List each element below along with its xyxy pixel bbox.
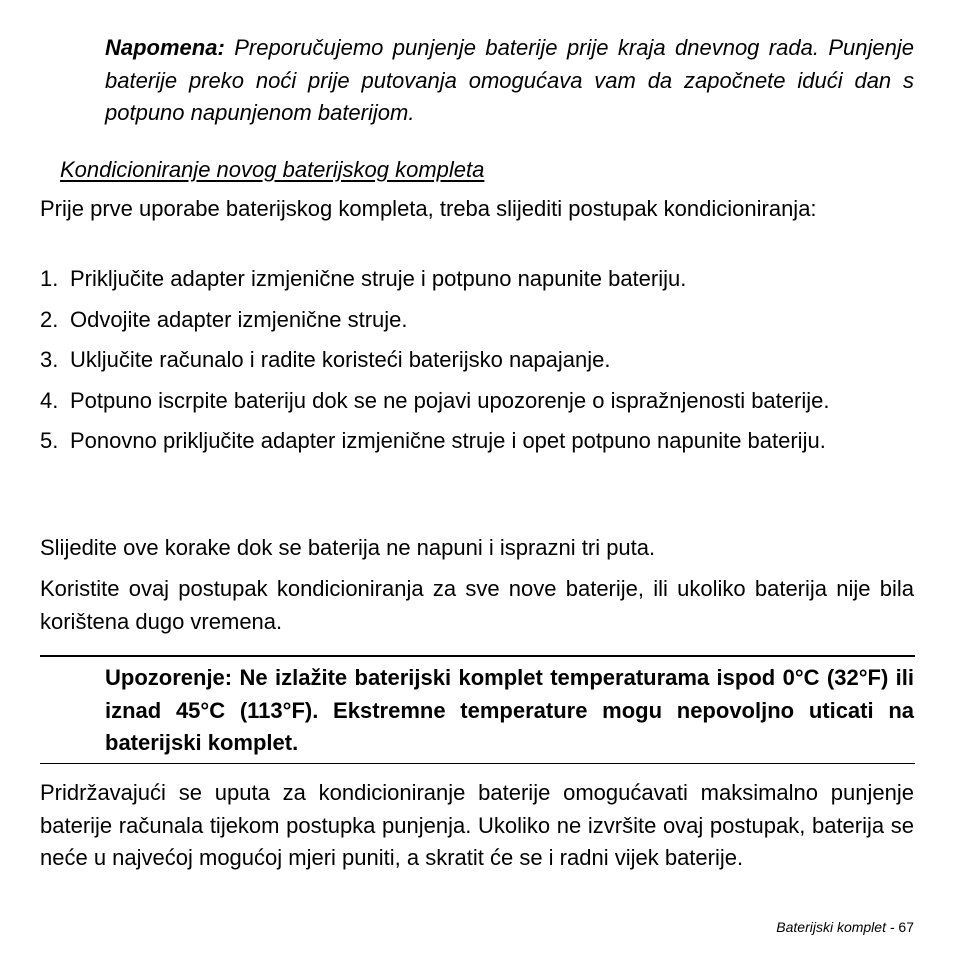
step-number: 5. [40,428,59,453]
list-item [40,263,914,296]
step-text: Ponovno priključite adapter izmjenične struje i opet potpuno napunite bateriju. [70,428,826,453]
warning-top-divider [40,655,915,657]
note-text: Preporučujemo punjenje baterije prije kraja dnevnog rada. Punjenje baterije preko noći prije putovanja omogućava vam da započnete idući dan s potpuno napunjenom baterijom. [105,35,914,125]
note-paragraph [105,32,914,130]
warning-bottom-divider [40,763,915,764]
steps-list [40,263,914,466]
step-number: 3. [40,347,59,372]
list-item [40,425,914,458]
step-text: Uključite računalo i radite koristeći baterijsko napajanje. [70,347,611,372]
warning-paragraph: Upozorenje: Ne izlažite baterijski komplet temperaturama ispod 0°C (32°F) ili iznad 45°C (113°F). Ekstremne temperature mogu nepovoljno uticati na baterijski komplet. [105,665,914,755]
step-number: 4. [40,387,59,413]
list-item [40,385,914,418]
step-number: 1. [40,266,59,291]
closing-paragraph: Pridržavajući se uputa za kondicioniranje baterije omogućavati maksimalno punjenje baterije računala tijekom postupka punjenja. Ukoliko ne izvršite ovaj postupak, baterija se neće u najvećoj mogućoj mjeri puniti, a skratit će se i radni vijek baterije. [40,780,914,870]
list-item [40,304,914,337]
page-footer [776,917,914,937]
page-number: 67 [898,919,914,935]
note-label: Napomena: [105,35,225,60]
step-text: Priključite adapter izmjenične struje i potpuno napunite bateriju. [70,266,687,291]
step-number: 2. [40,306,59,332]
usage-paragraph: Koristite ovaj postupak kondicioniranja za sve nove baterije, ili ukoliko baterija nije bila korištena dugo vremena. [40,576,914,634]
step-text: Potpuno iscrpite bateriju dok se ne pojavi upozorenje o ispražnjenosti baterije. [70,387,830,413]
list-item [40,344,914,377]
repeat-paragraph: Slijedite ove korake dok se baterija ne napuni i isprazni tri puta. [40,535,656,560]
footer-section-title: Baterijski komplet - [776,919,895,935]
intro-paragraph: Prije prve uporabe baterijskog kompleta, treba slijediti postupak kondicioniranja: [40,196,817,221]
section-subheading: Kondicioniranje novog baterijskog kompleta [60,157,485,182]
step-text: Odvojite adapter izmjenične struje. [70,306,408,332]
